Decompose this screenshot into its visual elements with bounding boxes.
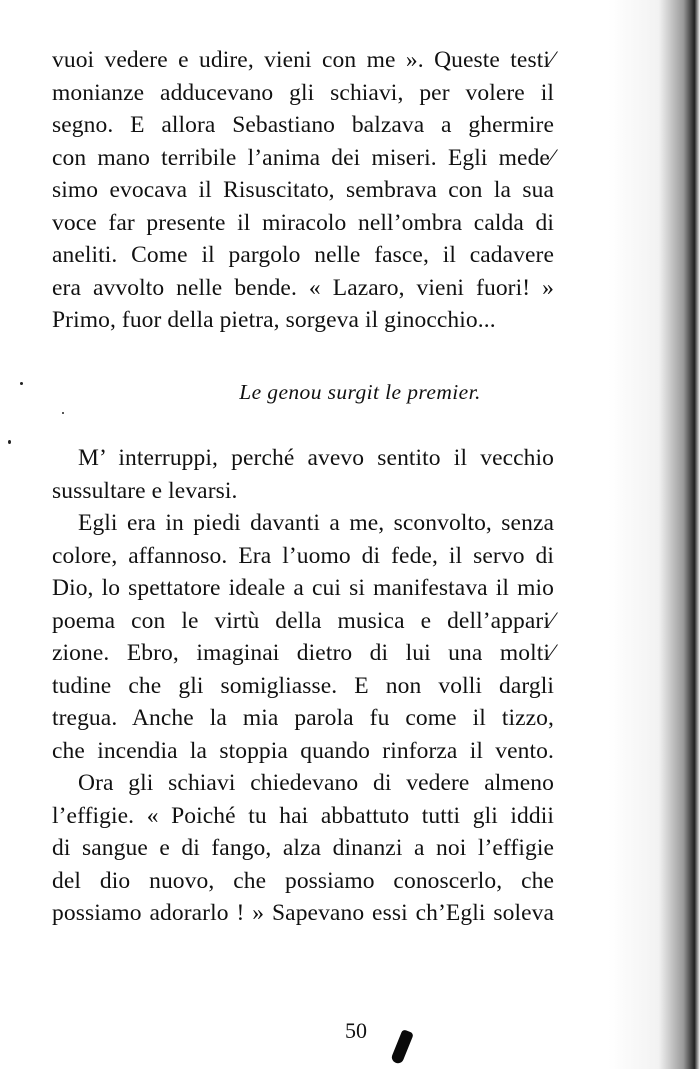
page-number: 50	[345, 1018, 367, 1043]
text-block-top	[52, 44, 554, 337]
text-line: vuoi vedere e udire, vieni con me ». Queste testi⁄	[52, 47, 554, 73]
text-line: tudine che gli somigliasse. E non volli dargli	[52, 672, 554, 699]
text-line: monianze adducevano gli schiavi, per volere il	[52, 79, 554, 106]
text-line: con mano terribile l’anima dei miseri. Egli mede⁄	[52, 144, 554, 171]
text-line: che incendia la stoppia quando rinforza il vento.	[52, 737, 554, 764]
text-line: poema con le virtù della musica e dell’appari⁄	[52, 607, 554, 634]
text-line: l’effigie. « Poiché tu hai abbattuto tutti gli iddii	[52, 802, 554, 829]
text-line: segno. E allora Sebastiano balzava a ghermire	[52, 112, 554, 138]
scan-speck	[8, 440, 11, 444]
text-line: tregua. Anche la mia parola fu come il tizzo,	[52, 705, 554, 731]
text-line: era avvolto nelle bende. « Lazaro, vieni fuori! »	[52, 274, 554, 301]
text-line: voce far presente il miracolo nell’ombra calda di	[52, 209, 554, 236]
text-line: Primo, fuor della pietra, sorgeva il ginocchio...	[52, 307, 496, 333]
text-line: M’ interruppi, perché avevo sentito il vecchio	[78, 445, 554, 471]
text-line: di sangue e di fango, alza dinanzi a noi l’effigie	[52, 835, 554, 861]
text-line: del dio nuovo, che possiamo conoscerlo, che	[52, 867, 554, 894]
text-line: zione. Ebro, imaginai dietro di lui una molti⁄	[52, 640, 554, 666]
text-line: aneliti. Come il pargolo nelle fasce, il cadavere	[52, 242, 554, 268]
text-line: Ora gli schiavi chiedevano di vedere almeno	[78, 770, 554, 796]
text-line: Egli era in piedi davanti a me, sconvolto, senza	[78, 510, 554, 536]
text-line: Dio, lo spettatore ideale a cui si manifestava il mio	[52, 575, 554, 601]
binding-shadow	[608, 0, 700, 1069]
text-line: possiamo adorarlo ! » Sapevano essi ch’Egli soleva	[52, 900, 554, 926]
epigraph: Le genou surgit le premier.	[239, 380, 481, 404]
text-line: sussultare e levarsi.	[52, 477, 238, 504]
text-line: colore, affannoso. Era l’uomo di fede, il servo di	[52, 542, 554, 569]
scan-speck	[20, 382, 23, 385]
text-line: simo evocava il Risuscitato, sembrava con la sua	[52, 177, 554, 203]
scan-speck	[62, 412, 64, 414]
text-block-bottom	[52, 442, 554, 930]
